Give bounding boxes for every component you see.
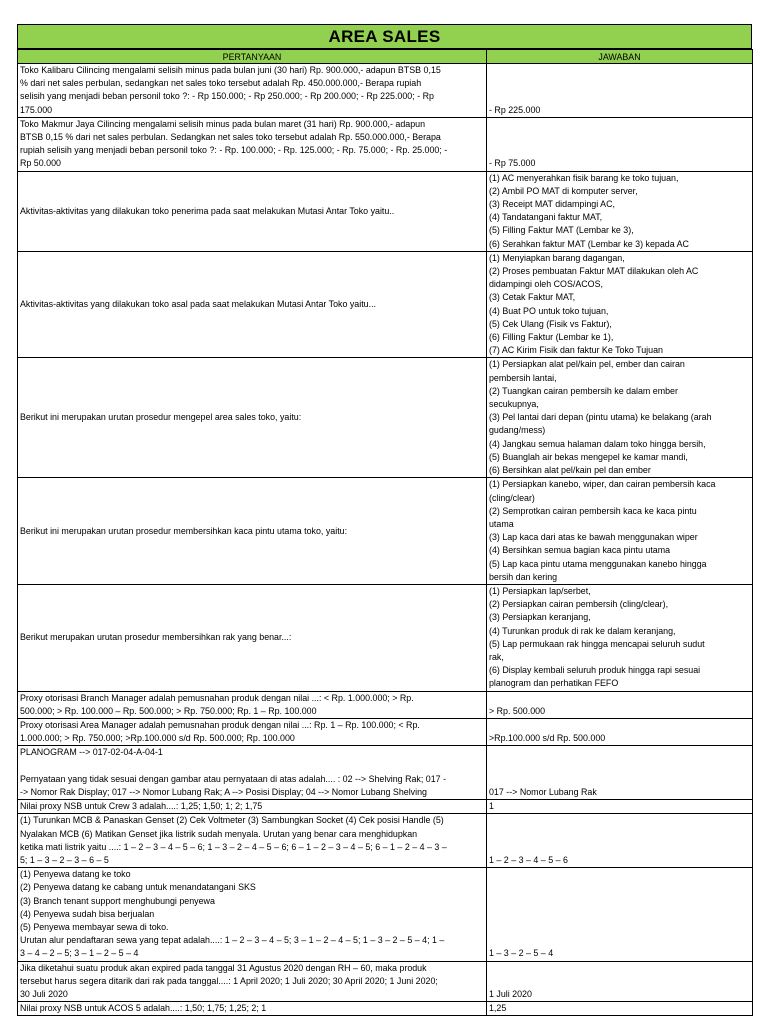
question-cell[interactable]: Proxy otorisasi Branch Manager adalah pemusnahan produk dengan nilai ...: < Rp. 1.000.000; > Rp. 500.000; > Rp. 100.000 – Rp. 500.000; > Rp. 750.000; Rp. 1 – Rp. 100.000 [18, 691, 487, 718]
table-row [18, 746, 753, 800]
table-row [18, 800, 753, 814]
question-cell[interactable]: Nilai proxy NSB untuk Crew 3 adalah....: 1,25; 1,50; 1; 2; 1,75 [18, 800, 487, 814]
answer-cell[interactable]: 1 Juli 2020 [487, 961, 753, 1002]
answer-column-header: JAWABAN [487, 50, 753, 64]
table-row [18, 961, 753, 1002]
question-cell[interactable]: Berikut ini merupakan urutan prosedur membersihkan kaca pintu utama toko, yaitu: [18, 478, 487, 585]
question-cell[interactable]: (1) Turunkan MCB & Panaskan Genset (2) Cek Voltmeter (3) Sambungkan Socket (4) Cek posisi Handle (5) Nyalakan MCB (6) Matikan Genset jika listrik sudah menyala. Urutan yang benar cara menghidupkan ketika mati listrik yaitu ....: 1 – 2 – 3 – 4 – 5 – 6; 1 – 3 – 2 – 4 – 5 – 6; 6 – 1 – 2 – 3 – 4 – 5; 6 – 1 – 2 – 4 – 3 – 5; 1 – 3 – 2 – 3 – 6 – 5 [18, 814, 487, 868]
table-row [18, 814, 753, 868]
answer-cell[interactable]: (1) AC menyerahkan fisik barang ke toko tujuan, (2) Ambil PO MAT di komputer server, (3) Receipt MAT didampingi AC, (4) Tandatangani faktur MAT, (5) Filling Faktur MAT (Lembar ke 3), (6) Serahkan faktur MAT (Lembar ke 3) kepada AC [487, 171, 753, 251]
answer-cell[interactable]: 017 --> Nomor Lubang Rak [487, 746, 753, 800]
sheet-title: AREA SALES [17, 24, 752, 49]
question-cell[interactable]: Aktivitas-aktivitas yang dilakukan toko penerima pada saat melakukan Mutasi Antar Toko yaitu.. [18, 171, 487, 251]
answer-cell[interactable]: 1,25 [487, 1002, 753, 1016]
table-row [18, 1002, 753, 1016]
spreadsheet [17, 24, 752, 1016]
table-row [18, 64, 753, 118]
answer-cell[interactable]: > Rp. 500.000 [487, 691, 753, 718]
question-cell[interactable]: PLANOGRAM --> 017-02-04-A-04-1 Pernyataan yang tidak sesuai dengan gambar atau pernyataan di atas adalah.... : 02 --> Shelving Rak; 017 - -> Nomor Rak Display; 017 --> Nomor Lubang Rak; A --> Posisi Display; 04 --> Nomor Lubang Shelving [18, 746, 487, 800]
answer-cell[interactable]: (1) Menyiapkan barang dagangan, (2) Proses pembuatan Faktur MAT dilakukan oleh AC didampingi oleh COS/ACOS, (3) Cetak Faktur MAT, (4) Buat PO untuk toko tujuan, (5) Cek Ulang (Fisik vs Faktur), (6) Filling Faktur (Lembar ke 1), (7) AC Kirim Fisik dan faktur Ke Toko Tujuan [487, 251, 753, 358]
question-column-header: PERTANYAAN [18, 50, 487, 64]
answer-cell[interactable]: 1 – 3 – 2 – 5 – 4 [487, 868, 753, 961]
answer-cell[interactable]: - Rp 225.000 [487, 64, 753, 118]
table-row [18, 251, 753, 358]
table-row [18, 584, 753, 691]
table-row [18, 171, 753, 251]
table-row [18, 478, 753, 585]
question-cell[interactable]: Berikut ini merupakan urutan prosedur mengepel area sales toko, yaitu: [18, 358, 487, 478]
table-row [18, 691, 753, 718]
question-cell[interactable]: Berikut merupakan urutan prosedur membersihkan rak yang benar...: [18, 584, 487, 691]
header-row [18, 50, 753, 64]
answer-cell[interactable]: - Rp 75.000 [487, 117, 753, 171]
answer-cell[interactable]: >Rp.100.000 s/d Rp. 500.000 [487, 718, 753, 745]
table-row [18, 868, 753, 961]
answer-cell[interactable]: 1 [487, 800, 753, 814]
answer-cell[interactable]: (1) Persiapkan alat pel/kain pel, ember dan cairan pembersih lantai, (2) Tuangkan cairan pembersih ke dalam ember secukupnya, (3) Pel lantai dari depan (pintu utama) ke belakang (arah gudang/mess) (4) Jangkau semua halaman dalam toko hingga bersih, (5) Buanglah air bekas mengepel ke kamar mandi, (6) Bersihkan alat pel/kain pel dan ember [487, 358, 753, 478]
answer-cell[interactable]: 1 – 2 – 3 – 4 – 5 – 6 [487, 814, 753, 868]
question-cell[interactable]: Aktivitas-aktivitas yang dilakukan toko asal pada saat melakukan Mutasi Antar Toko yaitu... [18, 251, 487, 358]
table-row [18, 117, 753, 171]
question-cell[interactable]: Toko Kalibaru Cilincing mengalami selisih minus pada bulan juni (30 hari) Rp. 900.000,- adapun BTSB 0,15 % dari net sales perbulan, sedangkan net sales toko tersebut adalah Rp. 450.000.000,- Berapa rupiah selisih yang menjadi beban personil toko ?: - Rp 150.000; - Rp 250.000; - Rp 200.000; - Rp 225.000; - Rp 175.000 [18, 64, 487, 118]
qa-table [17, 49, 753, 1016]
question-cell[interactable]: Toko Makmur Jaya Cilincing mengalami selisih minus pada bulan maret (31 hari) Rp. 900.000,- adapun BTSB 0,15 % dari net sales perbulan. Sedangkan net sales toko tersebut adalah Rp. 550.000.000,- Berapa rupiah selisih yang menjadi beban personil toko ?: - Rp. 100.000; - Rp. 125.000; - Rp. 75.000; - Rp. 25.000; - Rp 50.000 [18, 117, 487, 171]
question-cell[interactable]: Nilai proxy NSB untuk ACOS 5 adalah....: 1,50; 1,75; 1,25; 2; 1 [18, 1002, 487, 1016]
table-row [18, 358, 753, 478]
question-cell[interactable]: (1) Penyewa datang ke toko (2) Penyewa datang ke cabang untuk menandatangani SKS (3) Branch tenant support menghubungi penyewa (4) Penyewa sudah bisa berjualan (5) Penyewa membayar sewa di toko. Urutan alur pendaftaran sewa yang tepat adalah....: 1 – 2 – 3 – 4 – 5; 3 – 1 – 2 – 4 – 5; 1 – 3 – 2 – 5 – 4; 1 – 3 – 4 – 2 – 5; 3 – 1 – 2 – 5 – 4 [18, 868, 487, 961]
answer-cell[interactable]: (1) Persiapkan kanebo, wiper, dan cairan pembersih kaca (cling/clear) (2) Semprotkan cairan pembersih kaca ke kaca pintu utama (3) Lap kaca dari atas ke bawah menggunakan wiper (4) Bersihkan semua bagian kaca pintu utama (5) Lap kaca pintu utama menggunakan kanebo hingga bersih dan kering [487, 478, 753, 585]
question-cell[interactable]: Jika diketahui suatu produk akan expired pada tanggal 31 Agustus 2020 dengan RH – 60, maka produk tersebut harus segera ditarik dari rak pada tanggal....: 1 April 2020; 1 Juli 2020; 30 April 2020; 1 Juni 2020; 30 Juli 2020 [18, 961, 487, 1002]
table-row [18, 718, 753, 745]
question-cell[interactable]: Proxy otorisasi Area Manager adalah pemusnahan produk dengan nilai ...: Rp. 1 – Rp. 100.000; < Rp. 1.000.000; > Rp. 750.000; >Rp.100.000 s/d Rp. 500.000; Rp. 100.000 [18, 718, 487, 745]
answer-cell[interactable]: (1) Persiapkan lap/serbet, (2) Persiapkan cairan pembersih (cling/clear), (3) Persiapkan keranjang, (4) Turunkan produk di rak ke dalam keranjang, (5) Lap permukaan rak hingga mencapai seluruh sudut rak, (6) Display kembali seluruh produk hingga rapi sesuai planogram dan perhatikan FEFO [487, 584, 753, 691]
